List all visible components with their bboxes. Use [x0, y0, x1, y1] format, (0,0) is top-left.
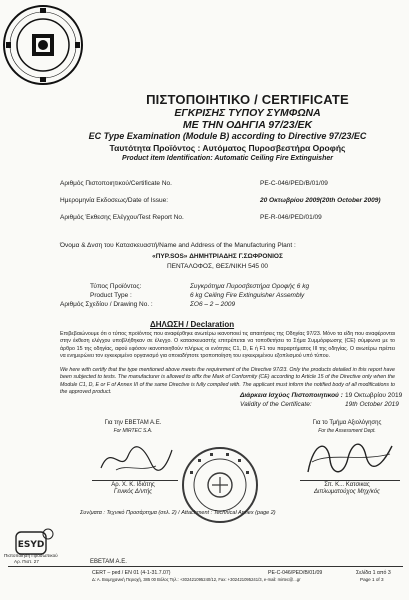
- issue-date-value: 20 Οκτωβρίου 2009(20th October 2009): [260, 197, 381, 204]
- footer-page-en: Page 1 of 3: [360, 577, 384, 582]
- manufacturer-label: Όνομα & Δνση του Κατασκευαστή/Name and Address of the Manufacturing Plant :: [60, 242, 296, 249]
- footer-left-tiny1: Πιστοποίηση Προσωπικού: [4, 553, 58, 558]
- left-org-label-en: For MIRTEC S.A.: [113, 428, 153, 434]
- left-signatory-name: Αρ. Χ. Κ. Ιδιότης: [111, 482, 155, 488]
- directive-subtitle-en: EC Type Examination (Module B) according to Directive 97/23/EC: [88, 131, 367, 141]
- manufacturer-address: ΠΕΝΤΑΛΟΦΟΣ, ΘΕΣ/ΝΙΚΗ 545 00: [166, 263, 269, 270]
- right-signatory-role: Διπλωματούχος Μηχ/κός: [314, 489, 380, 495]
- footer-left-tiny2: Αρ. Πιστ. 27: [14, 559, 39, 564]
- right-signature-line: [300, 480, 400, 481]
- footer-cert-ref: PE-C-046/PED/B/01/09: [268, 570, 323, 576]
- validity-label-en: Validity of the Certificate:: [240, 401, 312, 408]
- left-signature-line: [92, 480, 178, 481]
- product-type-label: Τύπος Προϊόντος:: [90, 283, 142, 290]
- right-org-label: Για το Τμήμα Αξιολόγησης: [312, 420, 382, 426]
- product-type-value-en: 6 kg Ceiling Fire Extinguisher Assembly: [190, 292, 305, 299]
- left-signatory-role: Γενικός Δ/ντής: [113, 489, 153, 495]
- declaration-title: ΔΗΛΩΣΗ / Declaration: [150, 320, 235, 329]
- validity-value-en: 19th October 2019: [345, 401, 399, 408]
- validity-value-gr: 19 Οκτωβρίου 2019: [345, 392, 403, 399]
- product-identity-en: Product item Identification: Automatic Ceiling Fire Extinguisher: [122, 155, 333, 162]
- ebetam-seal-logo: [2, 4, 84, 86]
- product-type-value: Συγκρότημα Πυροσβεστήρα Οροφής 6 kg: [190, 283, 310, 290]
- declaration-text-en: We here with certify that the type mentioned above meets the requirement of the Directive 97/23. Only the products detailed in this report have been subjected to tests. The manufacturer is allowed to affix the Mark of Conformity (CE) according to Article 15 of the Directive only when the Module C1, D, E or F of Annex III of the same Directive is fully complied with. The applicant must inform the notified body of all modifications to the approved product.: [60, 367, 395, 396]
- left-org-label: Για την ΕΒΕΤΑΜ Α.Ε.: [104, 420, 162, 426]
- drawing-no-label: Αριθμός Σχεδίου / Drawing No. :: [60, 301, 153, 308]
- footer-divider: [8, 566, 403, 567]
- footer-company: ΕΒΕΤΑΜ Α.Ε.: [90, 559, 127, 565]
- test-report-label: Αριθμός Έκθεσης Ελέγχου/Test Report No.: [60, 214, 184, 221]
- product-type-label-en: Product Type :: [90, 292, 132, 299]
- test-report-value: PE-R-046/PED/01/09: [260, 214, 322, 221]
- svg-text:ESYD: ESYD: [17, 540, 45, 550]
- product-identity-gr: Ταυτότητα Προϊόντος : Αυτόματος Πυροσβεστήρα Οροφής: [109, 143, 346, 153]
- drawing-no-value: ΣΟ6 – 2 – 2009: [190, 301, 236, 308]
- certificate-title: ΠΙΣΤΟΠΟΙΗΤΙΚΟ / CERTIFICATE: [146, 92, 349, 107]
- directive-subtitle-gr: ΜΕ ΤΗΝ ΟΔΗΓΙΑ 97/23/ΕΚ: [182, 119, 313, 131]
- manufacturer-name: «ΠΥΡ.SOS» ΔΗΜΗΤΡΙΑΔΗΣ Γ.ΣΩΦΡΟΝΙΟΣ: [152, 253, 283, 260]
- cert-no-label: Αριθμός Πιστοποιητικού/Certificate No.: [60, 180, 172, 187]
- right-signature: [300, 432, 400, 480]
- attachment-note: Συν/ματα : Τεχνικό Προσάρτημα (σελ. 2) / Attachment : Technical Annex (page 2): [80, 510, 276, 516]
- right-signatory-name: Σπ. Κ... Κατσικας: [324, 482, 370, 488]
- right-org-label-en: For the Assessment Dept.: [318, 428, 376, 434]
- left-signature: [96, 438, 176, 478]
- footer-address: Δ: Α. Βιομηχανική Περιοχή, 385 00 Βόλος Τηλ.: +302421095240/12, Fax: +302421095241/3, e-mail: mirtec@...gr: [92, 577, 301, 582]
- footer-page-gr: Σελίδα 1 από 3: [356, 570, 391, 576]
- declaration-text-gr: Επιβεβαιώνουμε ότι ο τύπος προϊόντος που αναφέρθηκε ανωτέρω ικανοποιεί τις απαιτήσεις της Οδηγίας 97/23. Μόνο τα είδη που αναφέρονται στην έκθεση ελέγχου υποβλήθηκαν σε έλεγχο. Ο κατασκευαστής επιτρέπεται να τοποθετήσει το Σήμα Συμμόρφωσης (CE) σύμφωνα με το άρθρο 15 της οδηγίας, αφού εφόσον ικανοποιηθούν πλήρως οι ενότητες C1, D, E ή F1 του παραρτήματος III της οδηγίας. Ο ανωτέρω πρέπει να ενημερώνει τον εγκεκριμένο οργανισμό για οποιαδήποτε τροποποίηση του εγκεκριμένου εξοπλισμού υπό τύπου.: [60, 331, 395, 360]
- issue-date-label: Ημερομηνία Εκδοσεως/Date of Issue:: [60, 197, 169, 204]
- validity-label-gr: Διάρκεια Ισχύος Πιστοποιητικού :: [240, 392, 343, 399]
- cert-no-value: PE-C-046/PED/B/01/09: [260, 180, 328, 187]
- footer-form-code: CERT – ped / EN 01 (4-1-31.7.07): [92, 570, 171, 576]
- certificate-subtitle-gr: ΕΓΚΡΙΣΗΣ ΤΥΠΟΥ ΣΥΜΦΩΝΑ: [174, 107, 321, 119]
